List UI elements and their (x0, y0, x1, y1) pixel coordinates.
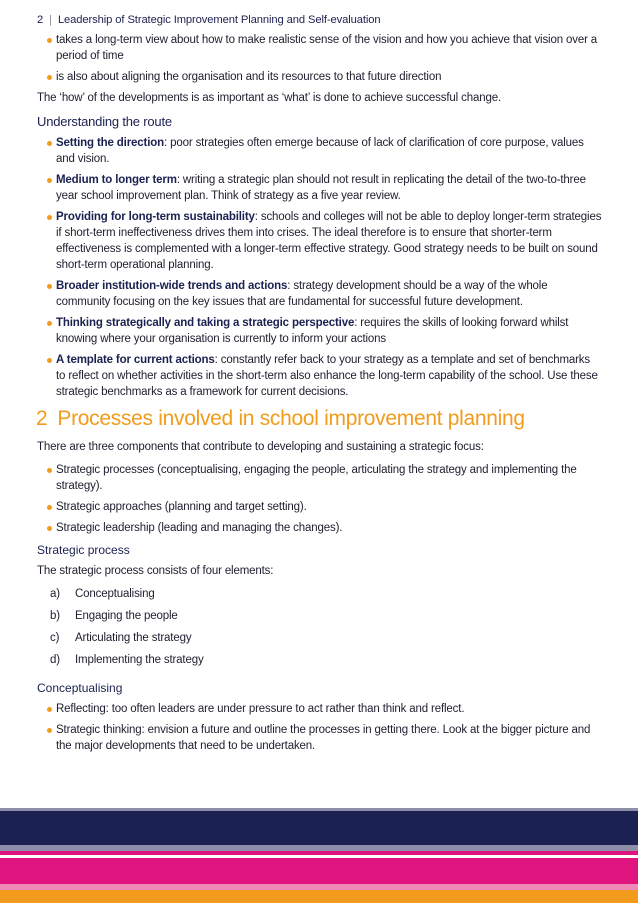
page-content (37, 10, 602, 759)
list-item (37, 278, 602, 310)
item-lead: Broader institution-wide trends and actions (56, 280, 288, 292)
item-text: : strategy development should be a way of the whole community focusing on the key issues that are fundamental for successful future development. (56, 280, 548, 308)
route-bullet-list (37, 135, 602, 400)
strategic-process-heading: Strategic process (37, 543, 130, 557)
route-heading: Understanding the route (37, 114, 172, 129)
intro-paragraph: The ‘how’ of the developments is as important as ‘what’ is done to achieve successful change. (37, 92, 501, 104)
strategic-process-intro: The strategic process consists of four elements: (37, 565, 274, 577)
conceptualising-heading: Conceptualising (37, 681, 123, 695)
list-item (37, 315, 602, 347)
page-number: 2 (37, 14, 44, 26)
item-text: Articulating the strategy (75, 632, 192, 644)
item-text: Conceptualising (75, 588, 155, 600)
section-intro: There are three components that contribute to developing and sustaining a strategic focus: (37, 441, 484, 453)
stripe-orange (0, 890, 638, 903)
item-marker: a) (50, 588, 60, 600)
item-text: Engaging the people (75, 610, 178, 622)
list-item (37, 652, 602, 674)
list-item: Strategic thinking: envision a future and outline the processes in getting there. Look at the bigger picture and the major developments that need to be undertaken. (37, 722, 602, 754)
item-text: : schools and colleges will not be able to deploy longer-term strategies if short-term ineffectiveness drives them into crises. The ideal therefore is to ensure that shorter-term effectiveness is complemented with a longer-term effective strategy. Good strategy needs to be built on sound short-term operational planning. (56, 211, 602, 271)
item-text: : poor strategies often emerge because of lack of clarification of core purpose, values and vision. (56, 137, 584, 165)
conceptualising-bullet-list (37, 701, 602, 754)
item-lead: Thinking strategically and taking a strategic perspective (56, 317, 355, 329)
item-text: : writing a strategic plan should not result in replicating the detail of the two-to-three year school improvement plan. Think of strategy as a five year review. (56, 174, 586, 202)
footer-stripes (0, 808, 638, 903)
header-title: Leadership of Strategic Improvement Planning and Self-evaluation (57, 14, 381, 26)
list-item: Strategic processes (conceptualising, engaging the people, articulating the strategy and implementing the strategy). (37, 462, 602, 494)
list-item (37, 586, 602, 608)
list-item (37, 135, 602, 167)
running-header (37, 10, 602, 30)
section-title: Processes involved in school improvement planning (57, 407, 525, 430)
item-lead: Providing for long-term sustainability (56, 211, 255, 223)
stripe-magenta (0, 858, 638, 884)
list-item: is also about aligning the organisation and its resources to that future direction (37, 69, 602, 85)
stripe-navy (0, 811, 638, 845)
section-heading (36, 406, 602, 432)
item-lead: Setting the direction (56, 137, 165, 149)
list-item (37, 352, 602, 400)
list-item (37, 209, 602, 273)
list-item: Reflecting: too often leaders are under pressure to act rather than think and reflect. (37, 701, 602, 717)
list-item: takes a long-term view about how to make realistic sense of the vision and how you achieve that vision over a period of time (37, 32, 602, 64)
item-lead: A template for current actions (56, 354, 215, 366)
item-marker: b) (50, 610, 60, 622)
list-item: Strategic leadership (leading and managing the changes). (37, 520, 602, 536)
item-marker: d) (50, 654, 60, 666)
item-lead: Medium to longer term (56, 174, 177, 186)
components-bullet-list (37, 462, 602, 536)
header-separator: | (49, 14, 52, 26)
list-item: Strategic approaches (planning and target setting). (37, 499, 602, 515)
item-marker: c) (50, 632, 60, 644)
item-text: : requires the skills of looking forward whilst knowing where your organisation is currently to inform your actions (56, 317, 569, 345)
intro-bullet-list (37, 32, 602, 85)
item-text: : constantly refer back to your strategy as a template and set of benchmarks to reflect on whether activities in the short-term also enhance the long-term capability of the school. Use these strategic benchmarks as a framework for current decisions. (56, 354, 598, 398)
list-item (37, 608, 602, 630)
item-text: Implementing the strategy (75, 654, 204, 666)
list-item (37, 172, 602, 204)
list-item (37, 630, 602, 652)
elements-list (37, 586, 602, 674)
section-number: 2 (36, 407, 48, 430)
